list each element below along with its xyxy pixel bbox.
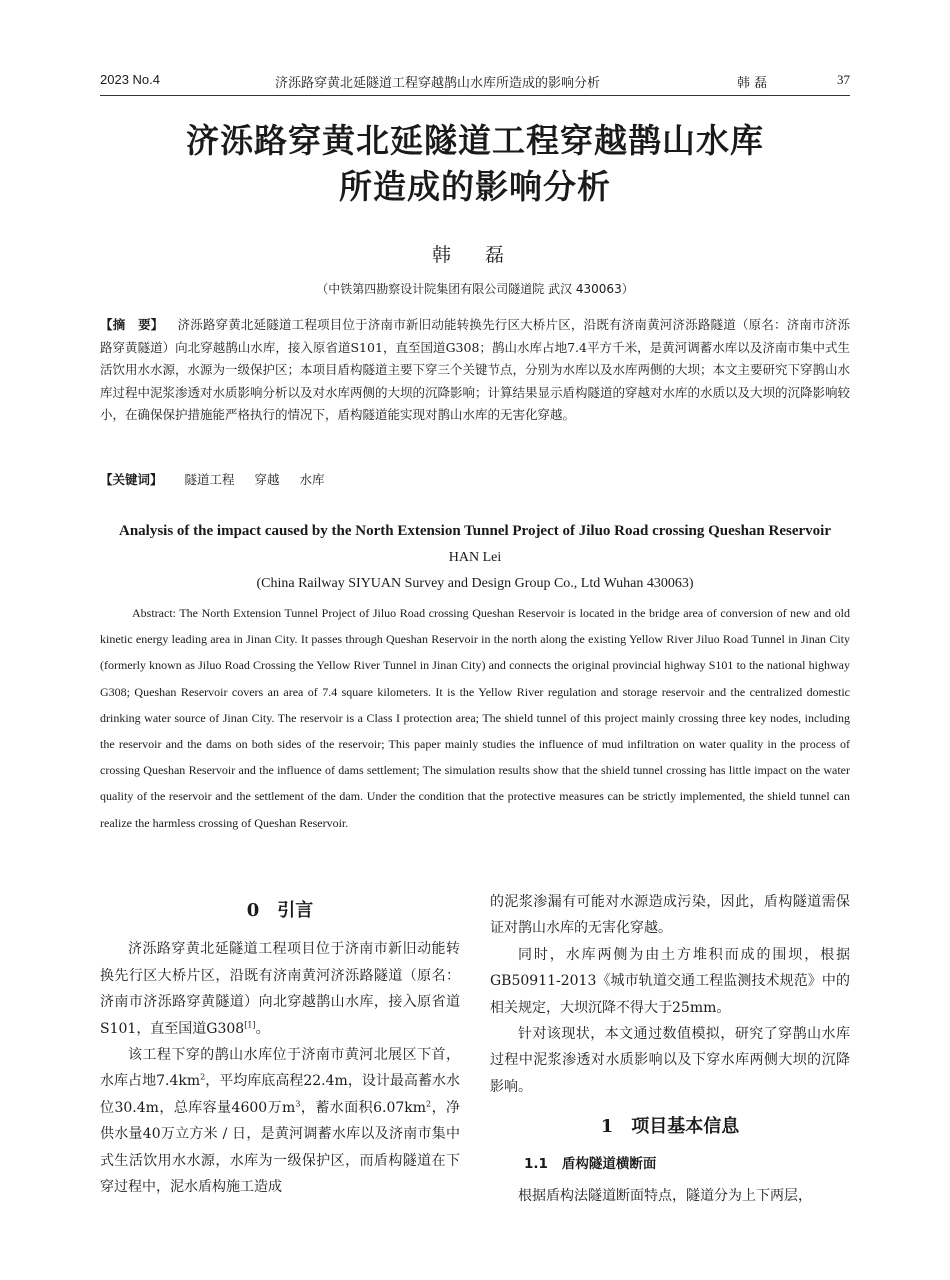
section-number: 0 — [246, 900, 260, 921]
header-rule — [100, 95, 850, 96]
paragraph-text: 。 — [255, 1020, 270, 1037]
paragraph-text: ，净供水量40万立方米 / 日，是黄河调蓄水库以及济南市集中式生活饮用水水源，水库为一级保护区，而盾构隧道在下穿过程中，泥水盾构施工造成 — [100, 1099, 461, 1196]
abstract-label: 【摘 要】 — [100, 317, 164, 332]
english-abstract: Abstract: The North Extension Tunnel Project of Jiluo Road crossing Queshan Reservoir is located in the bridge area of conversion of new and old kinetic energy leading area in Jinan City. It passes through Queshan Reservoir in the north along the existing Yellow River Jiluo Road Tunnel in Jinan City (formerly known as Jiluo Road Crossing the Yellow River Tunnel in Jinan City) and connects the original provincial highway S101 to the national highway G308; Queshan Reservoir covers an area of 7.4 square kilometers. It is the Yellow River regulation and storage reservoir and the centralized domestic drinking water source of Jinan City. The reservoir is a Class I protection area; The shield tunnel of this project mainly crossing three key nodes, including the reservoir and the dams on both sides of the reservoir; This paper mainly studies the influence of mud infiltration on water quality in the process of crossing Queshan Reservoir and the influence of dams settlement; The simulation results show that the shield tunnel crossing has little impact on the water quality of the reservoir and the settlement of the dam. Under the condition that the protective measures can be strictly implemented, the shield tunnel can realize the harmless crossing of Queshan Reservoir. — [100, 606, 850, 830]
page-number: 37 — [837, 72, 850, 87]
keyword: 穿越 — [254, 472, 280, 487]
keywords-label: 【关键词】 — [100, 472, 163, 487]
section-number: 1 — [600, 1116, 614, 1138]
english-title: Analysis of the impact caused by the North Extension Tunnel Project of Jiluo Road crossing Queshan Reservoir — [119, 523, 831, 539]
body-paragraph: 同时，水库两侧为由土方堆积而成的围坝，根据GB50911-2013《城市轨道交通工程监测技术规范》中的相关规定，大坝沉降不得大于25mm。 — [490, 946, 850, 1016]
paragraph-text: ，平均库底高程22.4m，设计最高蓄水水位30.4m，总库容量4600万m — [100, 1073, 460, 1116]
title-line-2: 所造成的影响分析 — [339, 167, 611, 206]
paper-title — [100, 118, 850, 210]
section-title: 项目基本信息 — [631, 1116, 740, 1138]
paragraph-text: 该工程下穿的鹊山水库位于济南市黄河北展区下首，水库占地7.4km — [100, 1047, 460, 1090]
keywords — [100, 470, 850, 488]
subsection-heading — [524, 1151, 850, 1177]
subsection-number: 1.1 — [524, 1155, 548, 1172]
paragraph-text: ，蓄水面积6.07km — [300, 1099, 427, 1116]
body-paragraph: 针对该现状，本文通过数值模拟，研究了穿鹊山水库过程中泥浆渗透对水质影响以及下穿水库两侧大坝的沉降影响。 — [490, 1026, 850, 1095]
superscript: 2 — [200, 1072, 206, 1082]
body-paragraph: 的泥浆渗漏有可能对水源造成污染，因此，盾构隧道需保证对鹊山水库的无害化穿越。 — [490, 894, 850, 937]
abstract-text: 济泺路穿黄北延隧道工程项目位于济南市新旧动能转换先行区大桥片区，沿既有济南黄河济泺路隧道（原名：济南市济泺路穿黄隧道）向北穿越鹊山水库，接入原省道S101，直至国道G308；鹊山水库占地7.4平方千米，是黄河调蓄水库以及济南市集中式生活饮用水水源，水源为一级保护区；本项目盾构隧道主要下穿三个关键节点，分别为水库以及水库两侧的大坝；本文主要研究下穿鹊山水库过程中泥浆渗透对水质影响分析以及对水库两侧的大坝的沉降影响；计算结果显示盾构隧道的穿越对水库的水质以及大坝的沉降影响较小，在确保保护措施能严格执行的情况下，盾构隧道能实现对鹊山水库的无害化穿越。 — [100, 317, 851, 422]
body-column-right — [490, 889, 850, 1209]
body-column-left — [100, 886, 460, 1200]
body-paragraph — [100, 1042, 460, 1200]
section-heading-introduction — [100, 898, 460, 924]
section-title: 引言 — [277, 900, 314, 921]
body-paragraph: 根据盾构法隧道断面特点，隧道分为上下两层， — [518, 1188, 812, 1205]
superscript: 3 — [295, 1099, 301, 1109]
running-author: 韩 磊 — [737, 76, 768, 91]
section-heading-project-info — [490, 1114, 850, 1140]
title-line-1: 济泺路穿黄北延隧道工程穿越鹊山水库 — [186, 121, 764, 160]
subsection-title: 盾构隧道横断面 — [561, 1155, 657, 1172]
chinese-abstract — [100, 314, 850, 427]
running-header — [100, 72, 850, 92]
author-name: 韩 磊 — [431, 244, 519, 266]
keyword: 水库 — [299, 472, 325, 487]
running-title: 济泺路穿黄北延隧道工程穿越鹊山水库所造成的影响分析 — [275, 76, 601, 91]
english-affiliation: (China Railway SIYUAN Survey and Design Group Co., Ltd Wuhan 430063) — [256, 576, 694, 591]
journal-issue: 2023 No.4 — [100, 72, 160, 87]
english-author: HAN Lei — [448, 550, 502, 565]
body-paragraph — [100, 936, 460, 1042]
author-affiliation: （中铁第四勘察设计院集团有限公司隧道院 武汉 430063） — [316, 282, 634, 296]
keyword: 隧道工程 — [184, 472, 235, 487]
superscript: 2 — [426, 1099, 432, 1109]
citation-ref: [1] — [244, 1019, 256, 1029]
paragraph-text: 济泺路穿黄北延隧道工程项目位于济南市新旧动能转换先行区大桥片区，沿既有济南黄河济泺路隧道（原名：济南市济泺路穿黄隧道）向北穿越鹊山水库，接入原省道S101，直至国道G308 — [100, 941, 460, 1037]
